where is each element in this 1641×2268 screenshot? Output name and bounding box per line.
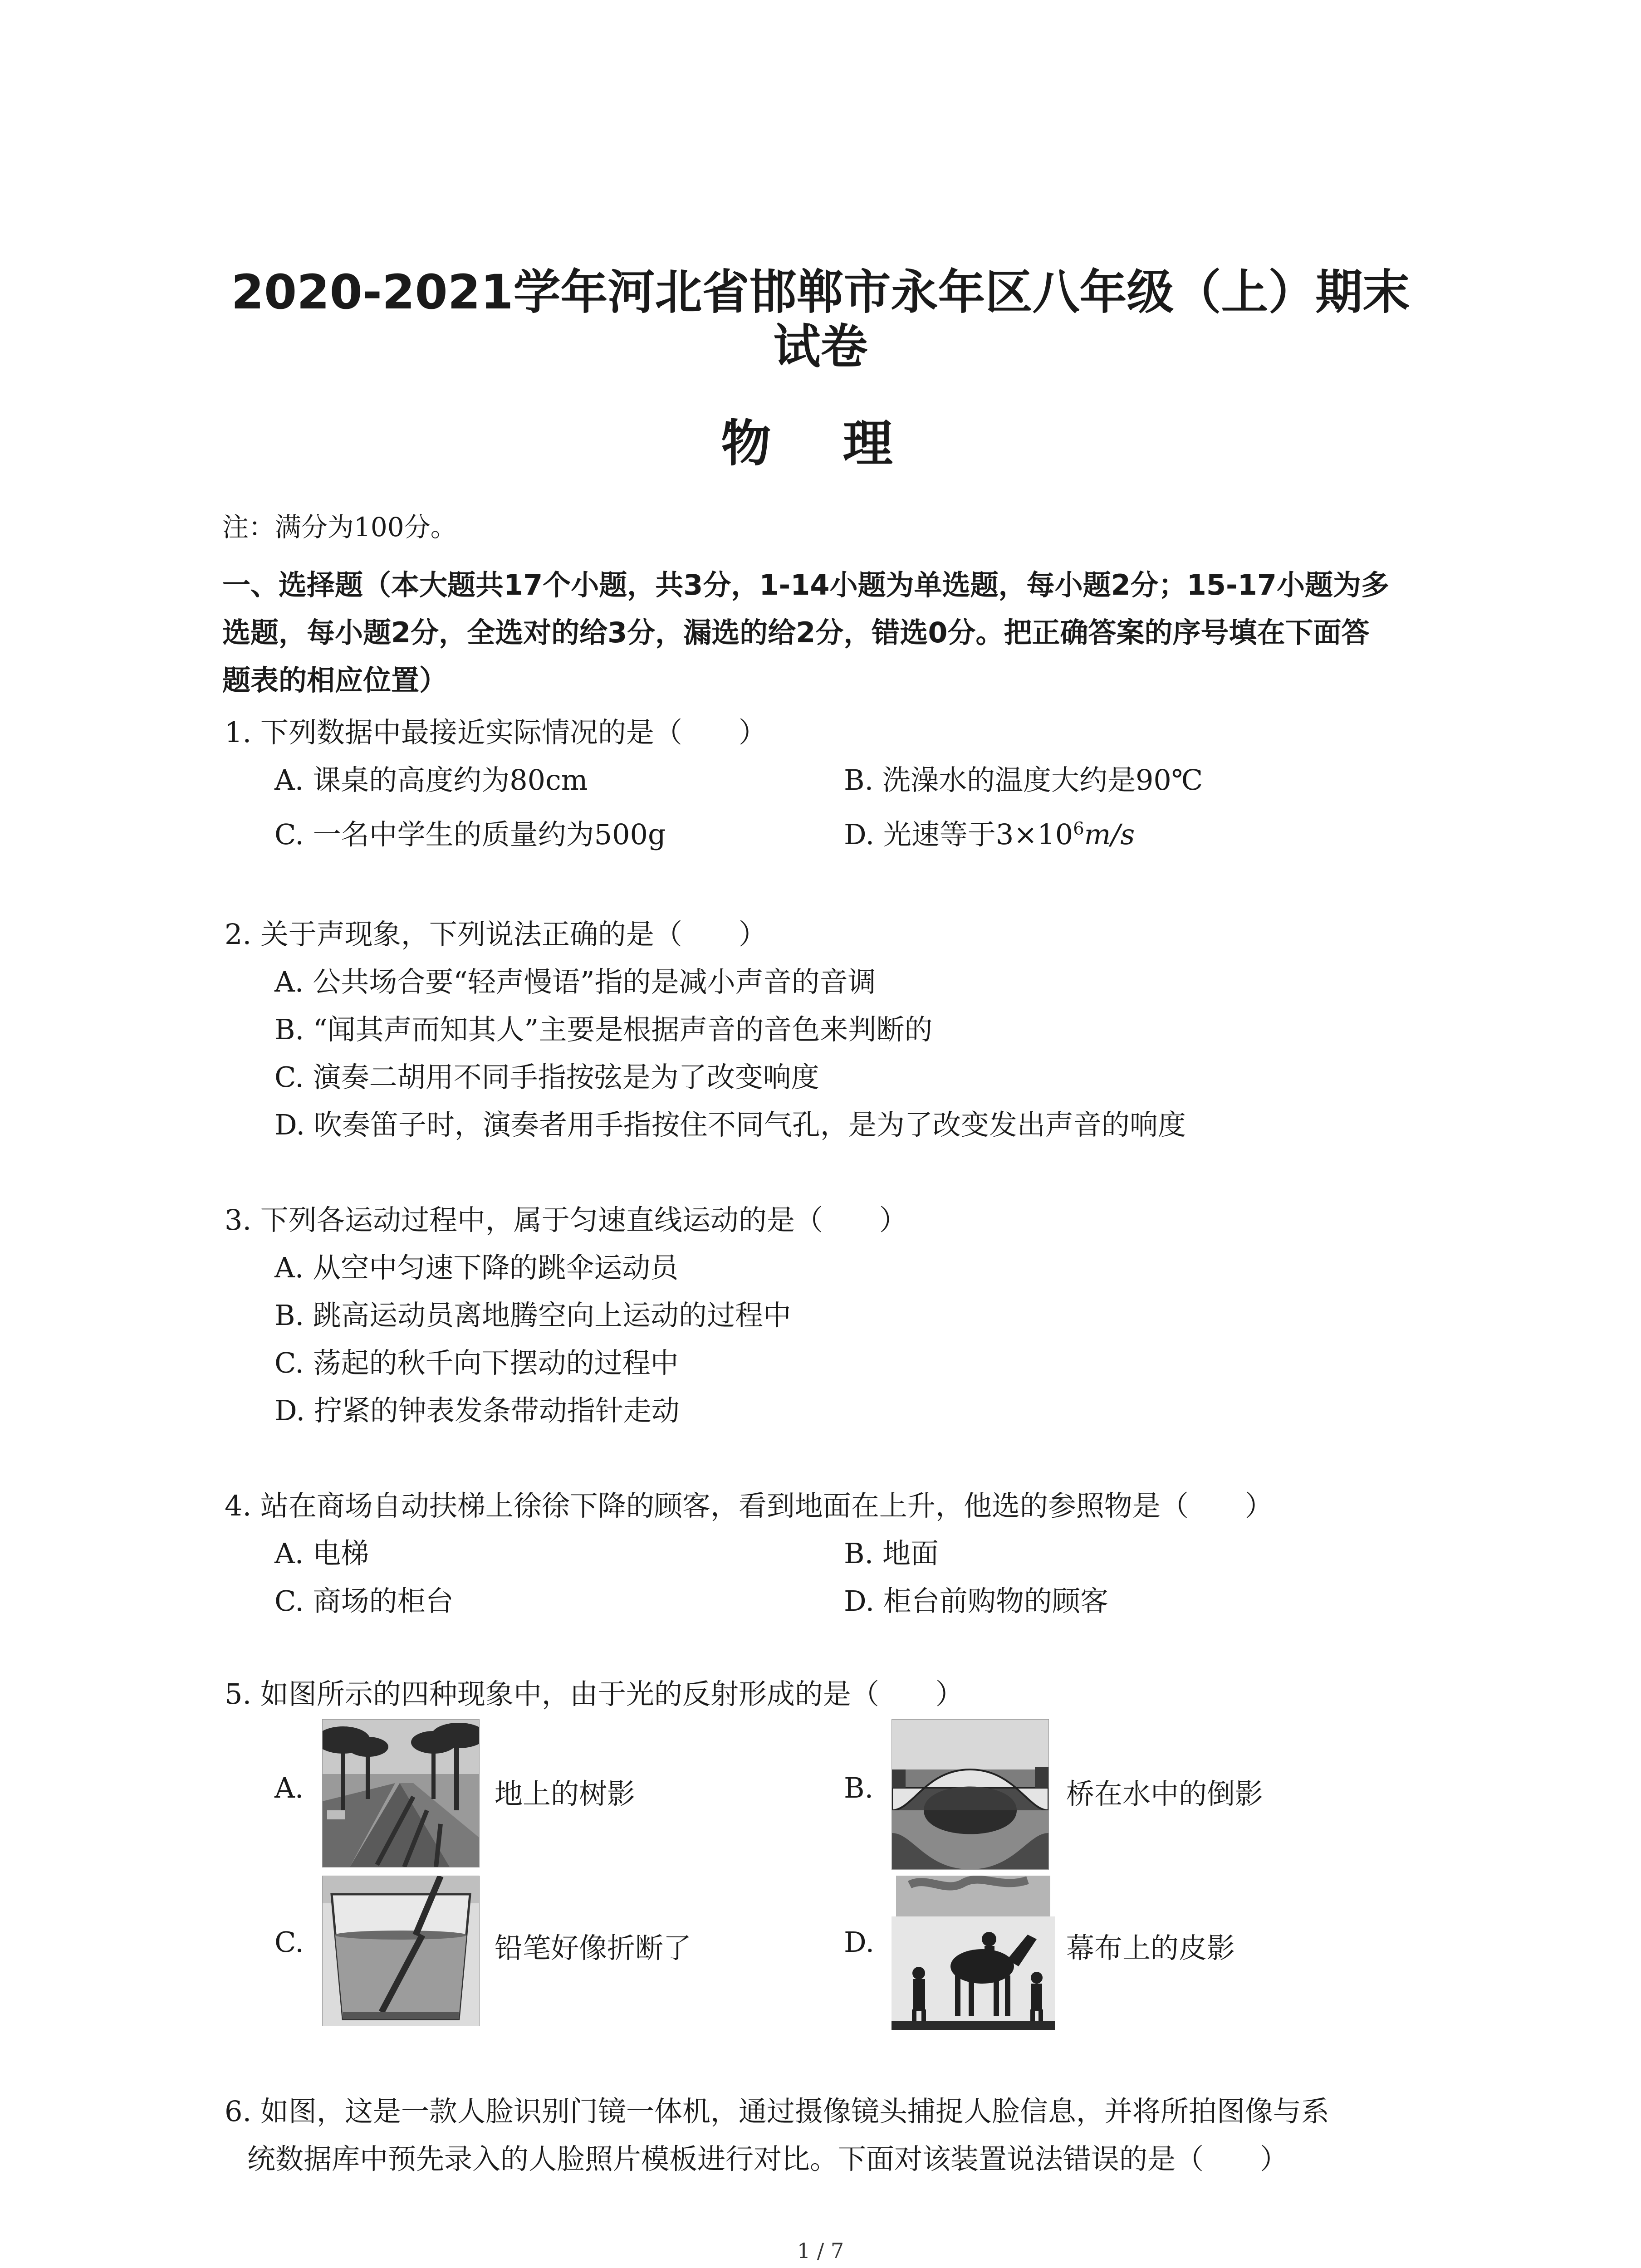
- question-5-option-b-letter: B.: [844, 1771, 874, 1804]
- question-1-option-a: A. 课桌的高度约为80cm: [274, 763, 588, 797]
- question-3-option-b: B. 跳高运动员离地腾空向上运动的过程中: [274, 1299, 791, 1332]
- question-1-option-d: D. 光速等于$3\times 10^6m/s$: [844, 818, 1135, 851]
- question-5-option-b-text: 桥在水中的倒影: [1066, 1777, 1264, 1810]
- question-6-stem-line2: 统数据库中预先录入的人脸照片模板进行对比。下面对该装置说法错误的是（ ）: [247, 2142, 1288, 2175]
- question-2-option-a: A. 公共场合要“轻声慢语”指的是减小声音的音调: [274, 965, 876, 998]
- question-2-option-b: B. “闻其声而知其人”主要是根据声音的音色来判断的: [274, 1013, 933, 1046]
- question-3-option-c: C. 荡起的秋千向下摆动的过程中: [274, 1346, 679, 1379]
- question-4-stem: 4. 站在商场自动扶梯上徐徐下降的顾客，看到地面在上升，他选的参照物是（ ）: [225, 1489, 1273, 1522]
- exam-title-line2: 试卷: [773, 319, 868, 374]
- question-5-option-a-text: 地上的树影: [495, 1777, 636, 1810]
- question-5-option-d-text: 幕布上的皮影: [1066, 1931, 1235, 1965]
- page-number: 1 / 7: [797, 2239, 844, 2263]
- tree-shadow-photo: [322, 1719, 480, 1867]
- question-6-stem-line1: 6. 如图，这是一款人脸识别门镜一体机，通过摄像镜头捕捉人脸信息，并将所拍图像与系: [225, 2095, 1329, 2128]
- question-5-option-a-letter: A.: [274, 1771, 304, 1804]
- question-1-option-b: B. 洗澡水的温度大约是90℃: [844, 763, 1203, 797]
- question-3-option-a: A. 从空中匀速下降的跳伞运动员: [274, 1251, 679, 1284]
- pencil-in-water-photo: [322, 1876, 480, 2026]
- question-4-option-a: A. 电梯: [274, 1537, 369, 1570]
- shadow-puppet-photo: [892, 1876, 1055, 2030]
- section1-line2: 选题，每小题2分，全选对的给3分，漏选的给2分，错选0分。把正确答案的序号填在下面答: [222, 616, 1370, 649]
- section1-line3: 题表的相应位置）: [222, 664, 448, 697]
- question-2-option-c: C. 演奏二胡用不同手指按弦是为了改变响度: [274, 1061, 819, 1094]
- question-3-option-d: D. 拧紧的钟表发条带动指针走动: [274, 1394, 680, 1427]
- question-4-option-c: C. 商场的柜台: [274, 1584, 454, 1618]
- question-2-stem: 2. 关于声现象，下列说法正确的是（ ）: [225, 918, 767, 951]
- exam-title-line1: 2020-2021学年河北省邯郸市永年区八年级（上）期末: [231, 264, 1410, 320]
- question-2-option-d: D. 吹奏笛子时，演奏者用手指按住不同气孔，是为了改变发出声音的响度: [274, 1108, 1186, 1141]
- question-5-option-c-letter: C.: [274, 1926, 304, 1959]
- question-5-option-d-letter: D.: [844, 1926, 875, 1959]
- question-4-option-d: D. 柜台前购物的顾客: [844, 1584, 1108, 1618]
- question-5-option-c-text: 铅笔好像折断了: [495, 1931, 692, 1965]
- question-4-option-b: B. 地面: [844, 1537, 939, 1570]
- question-3-stem: 3. 下列各运动过程中，属于匀速直线运动的是（ ）: [225, 1203, 907, 1237]
- bridge-reflection-photo: [892, 1719, 1049, 1870]
- section1-line1: 一、选择题（本大题共17个小题，共3分，1-14小题为单选题，每小题2分；15-17小题为多: [222, 568, 1390, 601]
- question-1-option-c: C. 一名中学生的质量约为500g: [274, 818, 666, 851]
- score-note: 注：满分为100分。: [222, 512, 457, 543]
- question-5-stem: 5. 如图所示的四种现象中，由于光的反射形成的是（ ）: [225, 1677, 964, 1711]
- subject-heading: 物 理: [721, 415, 920, 473]
- question-1-stem: 1. 下列数据中最接近实际情况的是（ ）: [225, 716, 767, 749]
